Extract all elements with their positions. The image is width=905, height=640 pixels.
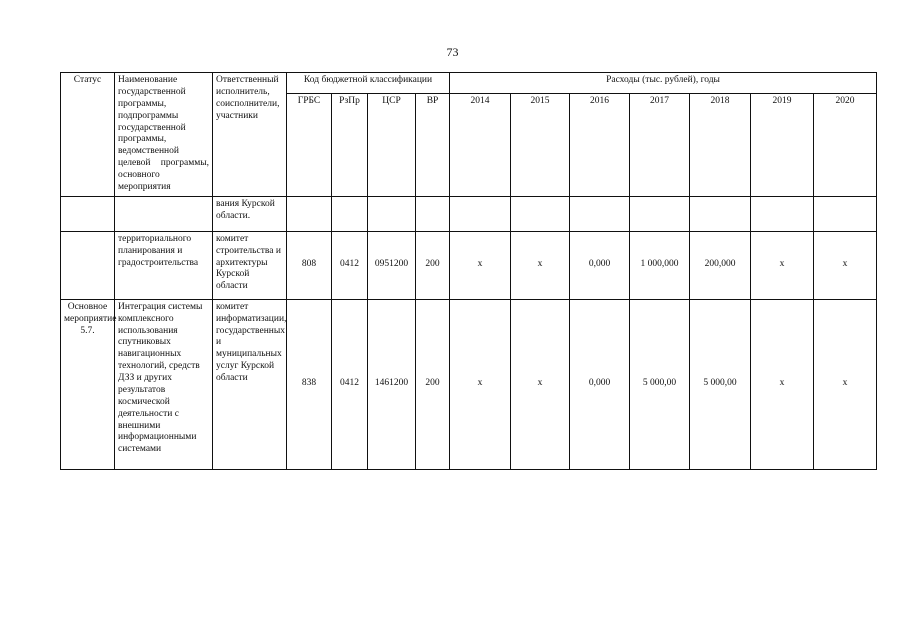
header-year-2017: 2017	[630, 93, 690, 196]
row-value-2018: 5 000,00	[690, 299, 751, 469]
row-value-2014: x	[450, 299, 511, 469]
table-row	[61, 299, 877, 469]
row-value-2020: x	[814, 231, 877, 299]
row-code-rzpr: 0412	[332, 231, 368, 299]
header-code-csr: ЦСР	[368, 93, 416, 196]
row-value-2018: 200,000	[690, 231, 751, 299]
header-year-2014: 2014	[450, 93, 511, 196]
row-value-2017	[630, 196, 690, 231]
row-name: Интеграция системы комплексного использования спутниковых навигационных технологий, средств ДЗЗ и других результатов космической деятельности с внешними информационными системами	[115, 299, 213, 469]
row-code-vr: 200	[416, 231, 450, 299]
table-row	[61, 231, 877, 299]
header-name: Наименование государственной программы, подпрограммы государственной программы, ведомственной целевой программы, основного мероприятия	[115, 73, 213, 197]
header-status: Статус	[61, 73, 115, 197]
row-code-vr: 200	[416, 299, 450, 469]
page-number: 73	[446, 45, 459, 59]
row-code-rzpr: 0412	[332, 299, 368, 469]
header-row-1	[61, 73, 877, 94]
row-value-2020	[814, 196, 877, 231]
header-year-2015: 2015	[511, 93, 570, 196]
row-value-2019: x	[751, 299, 814, 469]
row-responsible: вания Курской области.	[213, 196, 287, 231]
row-code-grbs: 808	[287, 231, 332, 299]
row-code-vr	[416, 196, 450, 231]
row-code-csr: 0951200	[368, 231, 416, 299]
row-responsible: комитет строительства и архитектуры Курской области	[213, 231, 287, 299]
row-code-grbs	[287, 196, 332, 231]
header-code-group: Код бюджетной классификации	[287, 73, 450, 94]
row-responsible: комитет информатизации, государственных и муниципальных услуг Курской области	[213, 299, 287, 469]
row-value-2014: x	[450, 231, 511, 299]
header-responsible: Ответственный исполнитель, соисполнители, участники	[213, 73, 287, 197]
header-code-vr: ВР	[416, 93, 450, 196]
header-code-grbs: ГРБС	[287, 93, 332, 196]
row-code-grbs: 838	[287, 299, 332, 469]
row-value-2017: 5 000,00	[630, 299, 690, 469]
row-value-2015: x	[511, 231, 570, 299]
header-code-rzpr: РзПр	[332, 93, 368, 196]
row-code-csr: 1461200	[368, 299, 416, 469]
row-value-2019: x	[751, 231, 814, 299]
header-expense-group: Расходы (тыс. рублей), годы	[450, 73, 877, 94]
row-value-2016	[570, 196, 630, 231]
row-value-2018	[690, 196, 751, 231]
row-value-2014	[450, 196, 511, 231]
header-year-2016: 2016	[570, 93, 630, 196]
table-row	[61, 196, 877, 231]
row-status	[61, 231, 115, 299]
header-year-2019: 2019	[751, 93, 814, 196]
row-value-2019	[751, 196, 814, 231]
header-year-2020: 2020	[814, 93, 877, 196]
row-code-csr	[368, 196, 416, 231]
row-status: Основное мероприятие 5.7.	[61, 299, 115, 469]
row-value-2016: 0,000	[570, 299, 630, 469]
budget-table	[60, 72, 877, 470]
row-value-2017: 1 000,000	[630, 231, 690, 299]
row-name	[115, 196, 213, 231]
row-value-2020: x	[814, 299, 877, 469]
row-code-rzpr	[332, 196, 368, 231]
row-value-2015	[511, 196, 570, 231]
row-value-2016: 0,000	[570, 231, 630, 299]
row-name: территориального планирования и градостроительства	[115, 231, 213, 299]
row-value-2015: x	[511, 299, 570, 469]
row-status	[61, 196, 115, 231]
header-year-2018: 2018	[690, 93, 751, 196]
